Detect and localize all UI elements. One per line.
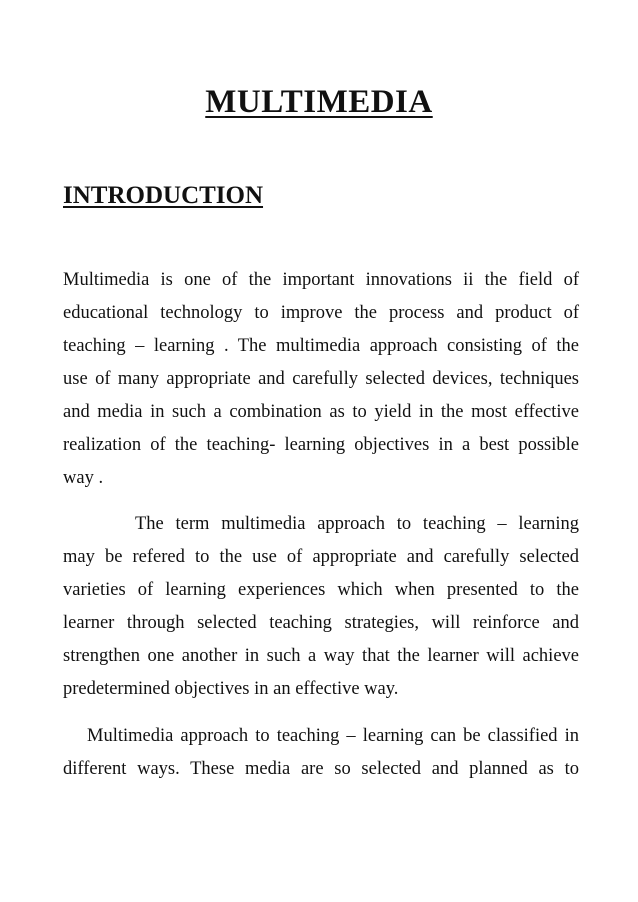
paragraph-line: Multimedia approach to teaching – learning can be classified in [87,726,579,746]
paragraph-line: way . [63,468,104,488]
paragraph-line: realization of the teaching- learning objectives in a best possible [63,435,579,455]
paragraph-1 [63,264,579,495]
paragraph-line: teaching – learning . The multimedia approach consisting of the [63,336,579,356]
paragraph-line: use of many appropriate and carefully selected devices, techniques [63,369,579,389]
document-title [0,82,638,122]
paragraph-line: and media in such a combination as to yield in the most effective [63,402,579,422]
paragraph-line: learner through selected teaching strategies, will reinforce and [63,613,579,633]
paragraph-line: strengthen one another in such a way that the learner will achieve [63,646,579,666]
paragraph-3 [63,720,579,786]
document-title-text: MULTIMEDIA [205,84,433,120]
paragraph-line: educational technology to improve the process and product of [63,303,579,323]
paragraph-line: varieties of learning experiences which when presented to the [63,580,579,600]
paragraph-line: may be refered to the use of appropriate and carefully selected [63,547,579,567]
paragraph-line: predetermined objectives in an effective way. [63,679,399,699]
paragraph-line: The term multimedia approach to teaching – learning [135,514,579,534]
paragraph-2 [63,508,579,706]
paragraph-line: Multimedia is one of the important innovations ii the field of [63,270,579,290]
section-heading: INTRODUCTION [63,182,264,209]
paragraph-line: different ways. These media are so selected and planned as to [63,759,579,779]
